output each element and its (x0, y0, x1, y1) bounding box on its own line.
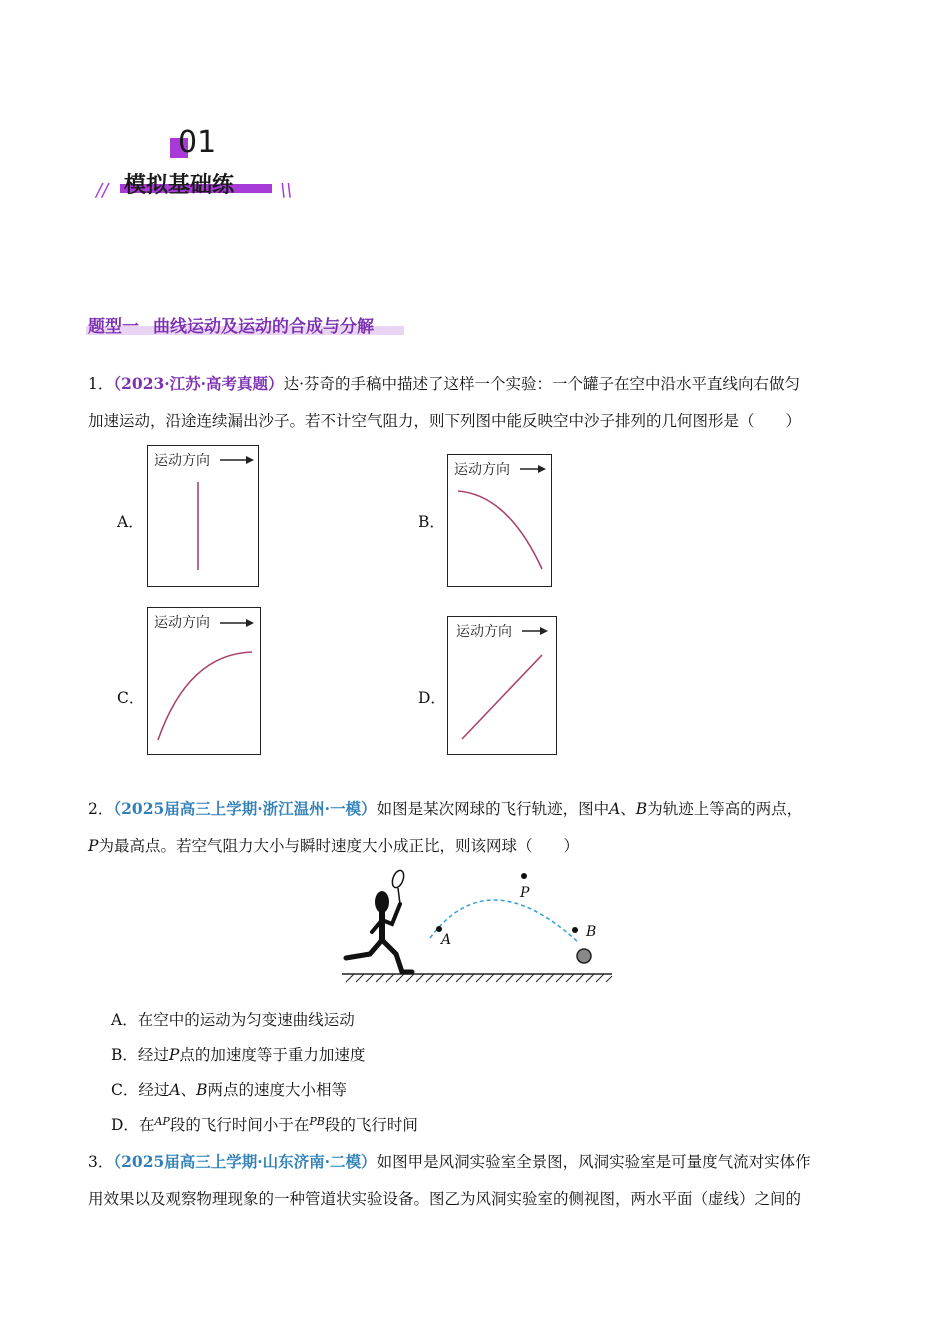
q2-option-a-label: A． (111, 1011, 138, 1029)
section-heading (88, 312, 374, 337)
arrow-head-icon (246, 619, 254, 627)
q2-source: （2025届高三上学期·浙江温州·一模） (113, 799, 377, 818)
q2-text-2: 为最高点。若空气阻力大小与瞬时速度大小成正比，则该网球（ ） (98, 837, 579, 855)
q2-option-b-label: B． (111, 1046, 138, 1064)
q3-source: （2025届高三上学期·山东济南·二模） (113, 1152, 377, 1171)
q1-line-2: 加速运动，沿途连续漏出沙子。若不计空气阻力，则下列图中能反映空中沙子排列的几何图形是（ ） (88, 412, 802, 430)
q2-option-a-text: 在空中的运动为匀变速曲线运动 (137, 1011, 355, 1029)
q3-number: 3． (88, 1153, 114, 1171)
q2-line-2 (88, 836, 579, 856)
q1-figure-a (147, 445, 259, 587)
q1-figure-b-plot (448, 455, 551, 586)
q1-line-1 (88, 374, 800, 394)
tennis-player-icon (346, 869, 412, 972)
q1-option-b-label: B． (418, 513, 445, 531)
q2-option-a (111, 1010, 355, 1030)
sand-upward-curve (158, 652, 252, 740)
q1-figure-c-caption: 运动方向 (154, 615, 210, 631)
label-a: A (441, 932, 452, 948)
q1-figure-b-caption: 运动方向 (454, 462, 510, 478)
badge-right-marks: \\ (280, 180, 293, 201)
q1-figure-d (447, 616, 557, 755)
label-b: B (586, 924, 597, 940)
sand-downward-curve (458, 491, 542, 569)
q2-line-1 (88, 799, 802, 819)
q2-option-c-pre: 经过 (138, 1081, 170, 1099)
q2-option-d-post: 段的飞行时间 (324, 1116, 418, 1134)
q2-option-c-label: C． (111, 1081, 139, 1099)
q1-number: 1． (88, 375, 114, 393)
q2-option-b (111, 1045, 365, 1065)
q2-option-d-seg1: AP (154, 1115, 170, 1128)
tennis-ball-icon (577, 949, 591, 963)
arrow-head-icon (246, 456, 254, 464)
q3-text-1: 如图甲是风洞实验室全景图，风洞实验室是可量度气流对实体作 (376, 1153, 811, 1171)
ground-hatching (346, 974, 612, 982)
q2-var-p: P (88, 837, 99, 855)
q3-line-1 (88, 1152, 811, 1172)
q2-text-1a: 如图是某次网球的飞行轨迹，图中 (376, 800, 610, 818)
q2-option-c (111, 1080, 347, 1100)
q1-figure-a-caption: 运动方向 (154, 453, 210, 469)
q1-option-c-label: C． (117, 689, 145, 707)
section-label: 题型一 (88, 317, 139, 337)
arrow-head-icon (540, 627, 548, 635)
q1-figure-c-plot (148, 608, 260, 754)
q1-option-a-label: A． (117, 513, 144, 531)
q3-line-2: 用效果以及观察物理现象的一种管道状实验设备。图乙为风洞实验室的侧视图，两水平面（虚线）之间的 (88, 1190, 802, 1208)
q2-option-b-post: 点的加速度等于重力加速度 (179, 1046, 366, 1064)
header-badge (90, 118, 310, 208)
sand-straight-line (462, 655, 542, 739)
q2-number: 2． (88, 800, 114, 818)
q2-option-d-pre: 在 (138, 1116, 155, 1134)
q2-option-c-var2: B (196, 1081, 208, 1099)
q1-figure-d-caption: 运动方向 (456, 624, 512, 640)
q2-option-b-var: P (168, 1046, 180, 1064)
q2-var-b: B (635, 800, 648, 818)
q1-figure-b (447, 454, 552, 587)
racket-icon (390, 869, 406, 889)
section-title: 曲线运动及运动的合成与分解 (153, 317, 374, 337)
q2-sep: 、 (620, 800, 636, 818)
point-p-marker (521, 873, 527, 879)
q1-source: （2023·江苏·高考真题） (113, 374, 284, 393)
q2-option-d-label: D． (111, 1116, 139, 1134)
q2-text-1b: 为轨迹上等高的两点， (647, 800, 803, 818)
q2-option-c-var1: A (169, 1081, 181, 1099)
q1-text-1: 达·芬奇的手稿中描述了这样一个实验：一个罐子在空中沿水平直线向右做匀 (283, 375, 800, 393)
q2-option-c-sep: 、 (180, 1081, 197, 1099)
q1-figure-c (147, 607, 261, 755)
q2-option-b-pre: 经过 (137, 1046, 169, 1064)
q1-option-d-label: D． (418, 689, 446, 707)
badge-left-marks: // (96, 180, 109, 201)
q2-option-d-seg2: PB (309, 1115, 325, 1128)
arrow-head-icon (538, 465, 546, 473)
q1-figure-a-plot (148, 446, 258, 586)
q2-option-d (111, 1115, 418, 1137)
q1-figure-d-plot (448, 617, 556, 754)
q2-var-a: A (609, 800, 621, 818)
q2-option-c-post: 两点的速度大小相等 (207, 1081, 348, 1099)
label-p: P (520, 885, 530, 901)
badge-title: 模拟基础练 (124, 173, 235, 198)
badge-number: 01 (178, 125, 217, 160)
point-b-marker (572, 927, 578, 933)
ball-trajectory (430, 900, 578, 942)
q2-option-d-mid: 段的飞行时间小于在 (169, 1116, 310, 1134)
q2-tennis-figure (338, 862, 616, 988)
